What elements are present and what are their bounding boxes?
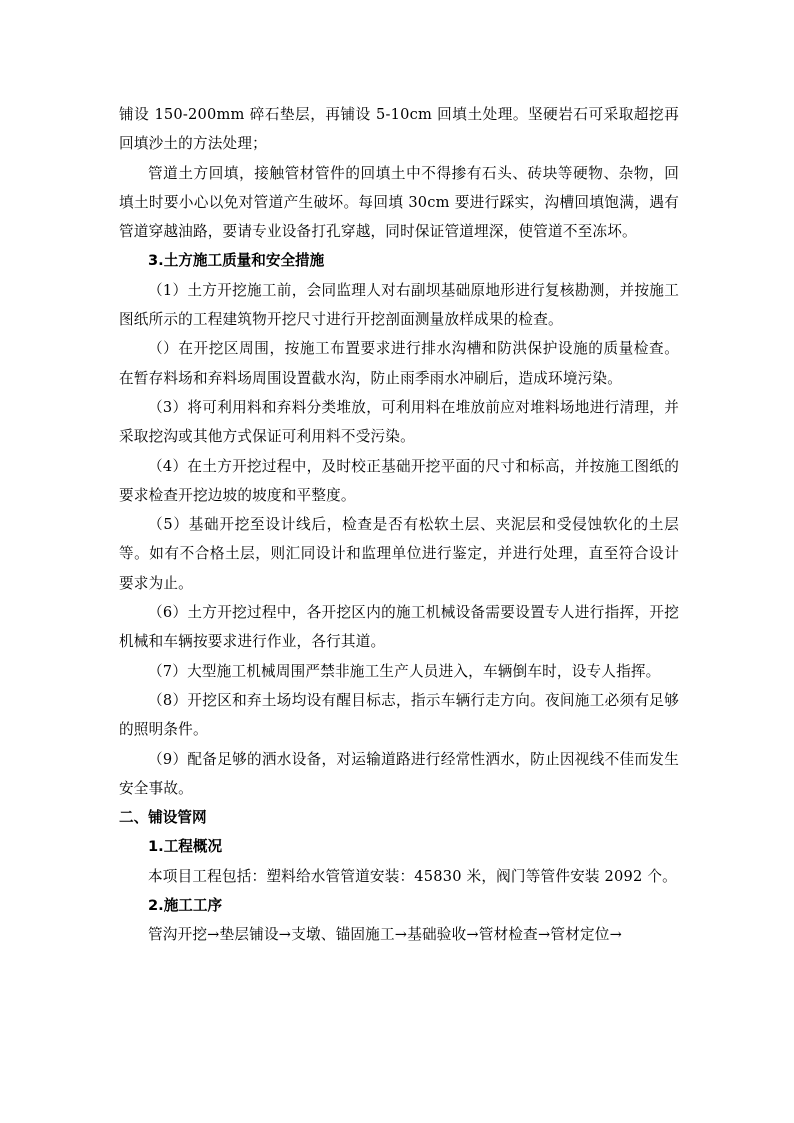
measure-item-8: （8）开挖区和弃土场均设有醒目标志，指示车辆行走方向。夜间施工必须有足够的照明条件。: [119, 691, 679, 739]
section-heading-quality-safety: 3.土方施工质量和安全措施: [148, 252, 325, 270]
subheading-construction-process: 2.施工工序: [148, 897, 223, 915]
paragraph-backfill: 管道土方回填，接触管材管件的回填土中不得掺有石头、砖块等硬物、杂物，回填土时要小心以免对管道产生破坏。每回填 30cm 要进行踩实，沟槽回填饱满，遇有管道穿越油路，要请专业设备打孔穿越，同时保证管道埋深，使管道不至冻坏。: [119, 164, 679, 241]
measure-item-5: （5）基础开挖至设计线后，检查是否有松软土层、夹泥层和受侵蚀软化的土层等。如有不合格土层，则汇同设计和监理单位进行鉴定，并进行处理，直至符合设计要求为止。: [119, 516, 679, 592]
measure-item-3: （3）将可利用料和弃料分类堆放，可利用料在堆放前应对堆料场地进行清理，并采取挖沟或其他方式保证可利用料不受污染。: [119, 398, 679, 446]
measure-item-2: （）在开挖区周围，按施工布置要求进行排水沟槽和防洪保护设施的质量检查。在暂存料场和弃料场周围设置截水沟，防止雨季雨水冲刷后，造成环境污染。: [119, 340, 679, 387]
measure-item-6: （6）土方开挖过程中，各开挖区内的施工机械设备需要设置专人进行指挥，开挖机械和车辆按要求进行作业，各行其道。: [119, 604, 679, 651]
measure-item-1: （1）土方开挖施工前，会同监理人对右副坝基础原地形进行复核勘测，并按施工图纸所示的工程建筑物开挖尺寸进行开挖剖面测量放样成果的检查。: [119, 281, 679, 329]
document-body: [119, 100, 679, 950]
measure-item-9: （9）配备足够的洒水设备，对运输道路进行经常性洒水，防止因视线不佳而发生安全事故。: [119, 750, 679, 797]
subheading-project-overview: 1.工程概况: [148, 838, 223, 856]
section-heading-pipe-network: 二、铺设管网: [119, 809, 207, 827]
paragraph-project-scope: 本项目工程包括：塑料给水管管道安装：45830 米，阀门等管件安装 2092 个。: [148, 867, 677, 885]
measure-item-7: （7）大型施工机械周围严禁非施工生产人员进入，车辆倒车时，设专人指挥。: [148, 662, 661, 680]
measure-item-4: （4）在土方开挖过程中，及时校正基础开挖平面的尺寸和标高，并按施工图纸的要求检查开挖边坡的坡度和平整度。: [119, 457, 679, 504]
paragraph-process-steps: 管沟开挖→垫层铺设→支墩、锚固施工→基础验收→管材检查→管材定位→: [148, 926, 623, 944]
paragraph-gravel-cushion: 铺设 150-200mm 碎石垫层，再铺设 5-10cm 回填土处理。坚硬岩石可采取超挖再回填沙土的方法处理；: [119, 106, 679, 153]
